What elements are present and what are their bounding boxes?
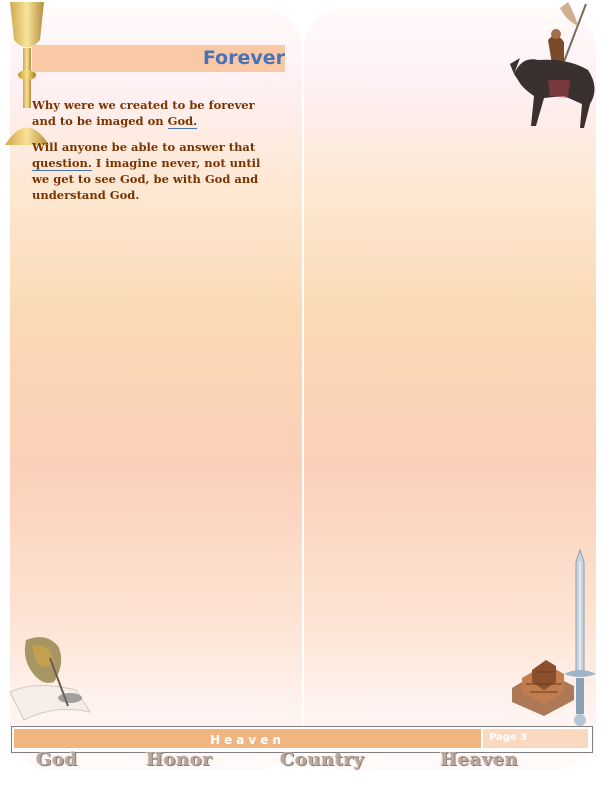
footer-band [14,729,481,748]
paragraph-1 [32,97,277,129]
motto-god: God [36,749,78,770]
motto-heaven: Heaven [440,749,519,770]
paragraph-2 [32,139,277,203]
paragraph-1-text: Why were we created to be forever and to be imaged on [32,98,255,128]
paragraph-2-text: Will anyone be able to answer that [32,140,256,154]
motto-honor: Honor [146,749,213,770]
horseman-icon [508,0,602,132]
motto-country: Country [280,749,365,770]
page-number-box [483,729,588,748]
sword-icon [562,548,600,728]
quill-scroll-icon [6,632,92,724]
question-link[interactable]: question. [32,156,92,170]
page-number: Page 3 [489,732,528,743]
title-bar [32,45,285,72]
footer-heaven-label: Heaven [210,733,285,747]
page-title: Forever [202,47,285,69]
paragraph-2-rest: I imagine never, not until we get to see God, be with God and understand God. [32,156,261,202]
god-link[interactable]: God. [167,114,198,128]
